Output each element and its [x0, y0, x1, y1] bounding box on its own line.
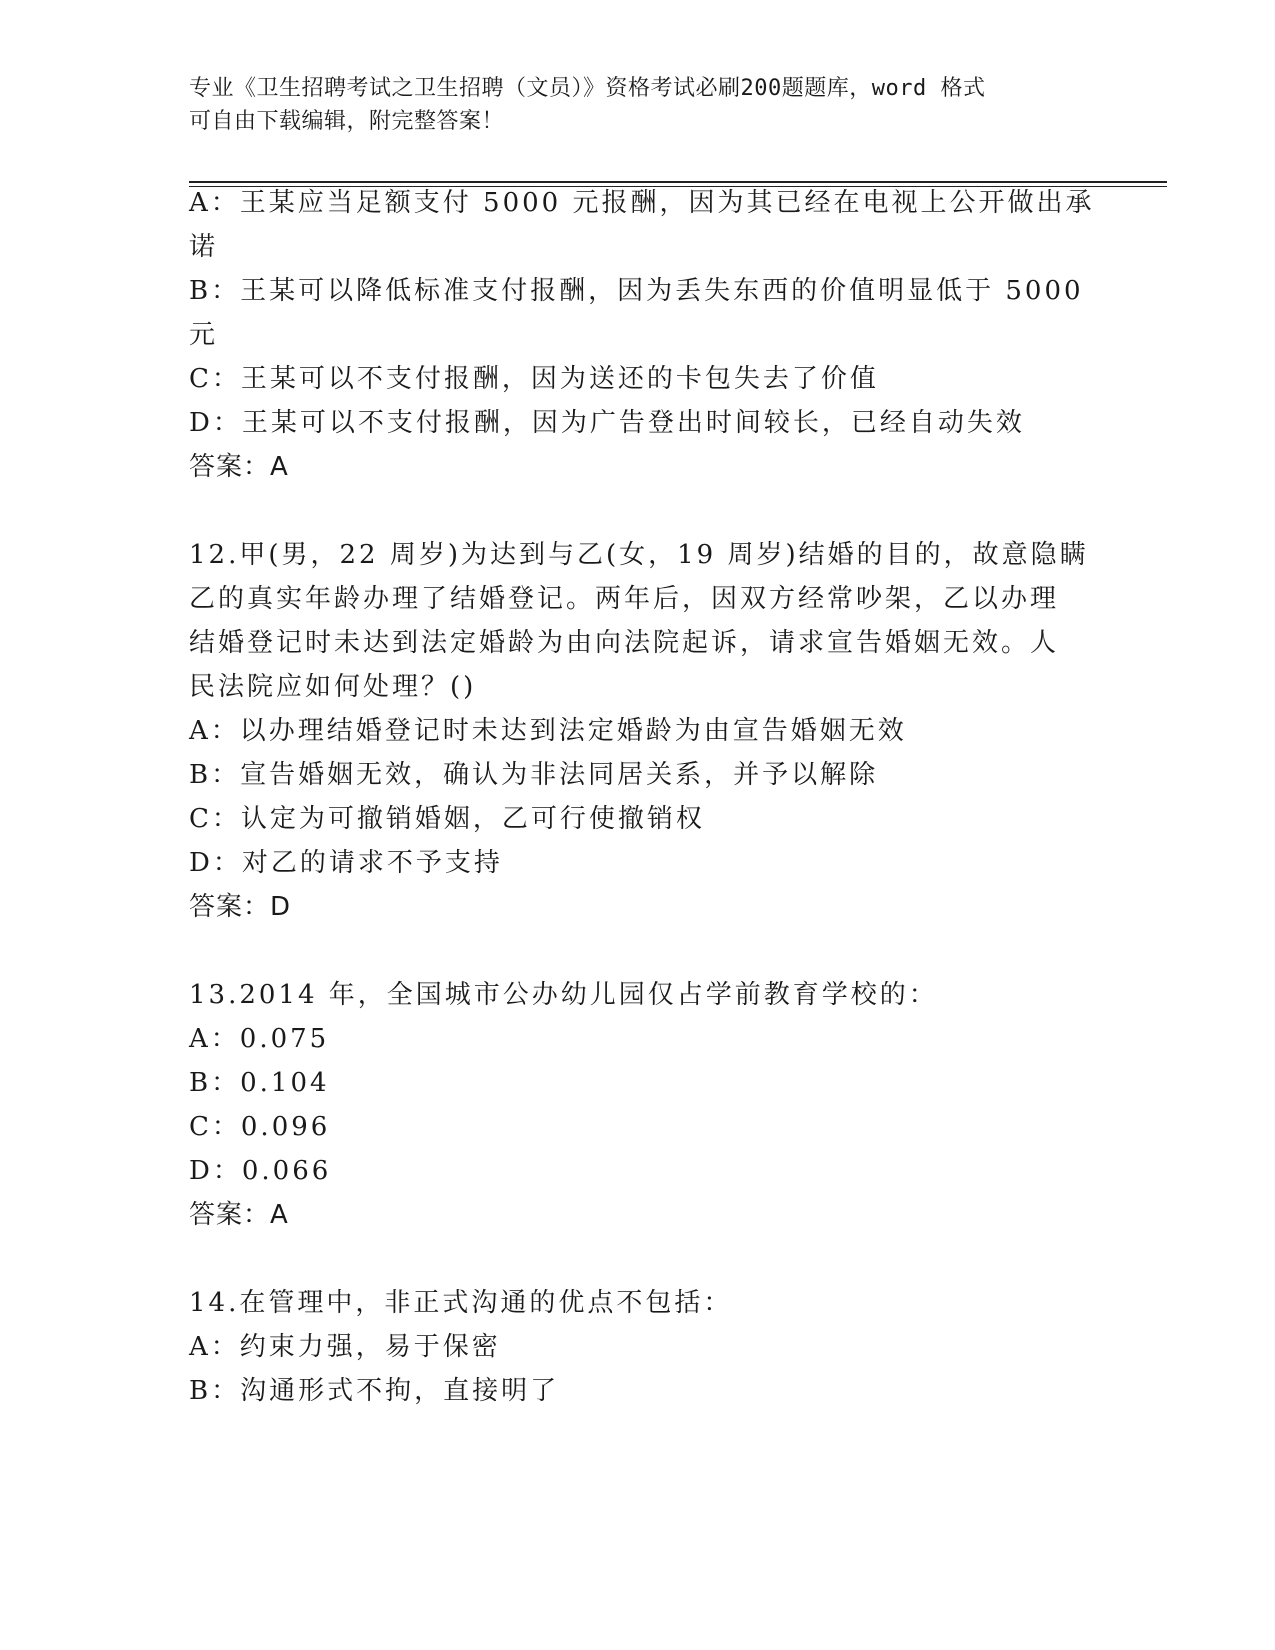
- q12-stem-line-2: 乙的真实年龄办理了结婚登记。两年后，因双方经常吵架，乙以办理: [189, 584, 1060, 614]
- q12-stem-line-4: 民法院应如何处理？(): [189, 672, 477, 702]
- q11-option-b-line-1: B：王某可以降低标准支付报酬，因为丢失东西的价值明显低于 5000: [189, 276, 1084, 306]
- q13-option-c: C：0.096: [189, 1112, 331, 1142]
- q11-option-b-line-2: 元: [189, 320, 219, 350]
- q11-option-c: C：王某可以不支付报酬，因为送还的卡包失去了价值: [189, 364, 879, 394]
- q13-option-b: B：0.104: [189, 1068, 330, 1098]
- q12-option-d: D：对乙的请求不予支持: [189, 848, 503, 878]
- q13-answer: 答案：A: [189, 1200, 289, 1230]
- document-header: [189, 72, 1089, 138]
- header-divider-thick: [189, 181, 1167, 183]
- q12-stem-line-3: 结婚登记时未达到法定婚龄为由向法院起诉，请求宣告婚姻无效。人: [189, 628, 1060, 658]
- q12-stem-line-1: 12.甲(男，22 周岁)为达到与乙(女，19 周岁)结婚的目的，故意隐瞒: [189, 540, 1089, 570]
- q12-option-a: A：以办理结婚登记时未达到法定婚龄为由宣告婚姻无效: [189, 716, 907, 746]
- q13-option-d: D：0.066: [189, 1156, 332, 1186]
- header-line-2: 可自由下载编辑，附完整答案！: [189, 109, 505, 134]
- header-line-1: 专业《卫生招聘考试之卫生招聘（文员）》资格考试必刷200题题库，word 格式: [189, 76, 986, 101]
- q12-answer: 答案：D: [189, 892, 292, 922]
- header-divider-thin: [189, 186, 1167, 187]
- q11-option-a-line-1: A：王某应当足额支付 5000 元报酬，因为其已经在电视上公开做出承: [189, 188, 1095, 218]
- q11-answer: 答案：A: [189, 452, 289, 482]
- q13-stem: 13.2014 年，全国城市公办幼儿园仅占学前教育学校的：: [189, 980, 938, 1010]
- q13-option-a: A：0.075: [189, 1024, 330, 1054]
- q14-option-b: B：沟通形式不拘，直接明了: [189, 1376, 560, 1406]
- q11-option-a-line-2: 诺: [189, 232, 219, 262]
- q11-option-d: D：王某可以不支付报酬，因为广告登出时间较长，已经自动失效: [189, 408, 1025, 438]
- q12-option-b: B：宣告婚姻无效，确认为非法同居关系，并予以解除: [189, 760, 879, 790]
- q14-stem: 14.在管理中，非正式沟通的优点不包括：: [189, 1288, 733, 1318]
- q12-option-c: C：认定为可撤销婚姻，乙可行使撤销权: [189, 804, 705, 834]
- q14-option-a: A：约束力强，易于保密: [189, 1332, 501, 1362]
